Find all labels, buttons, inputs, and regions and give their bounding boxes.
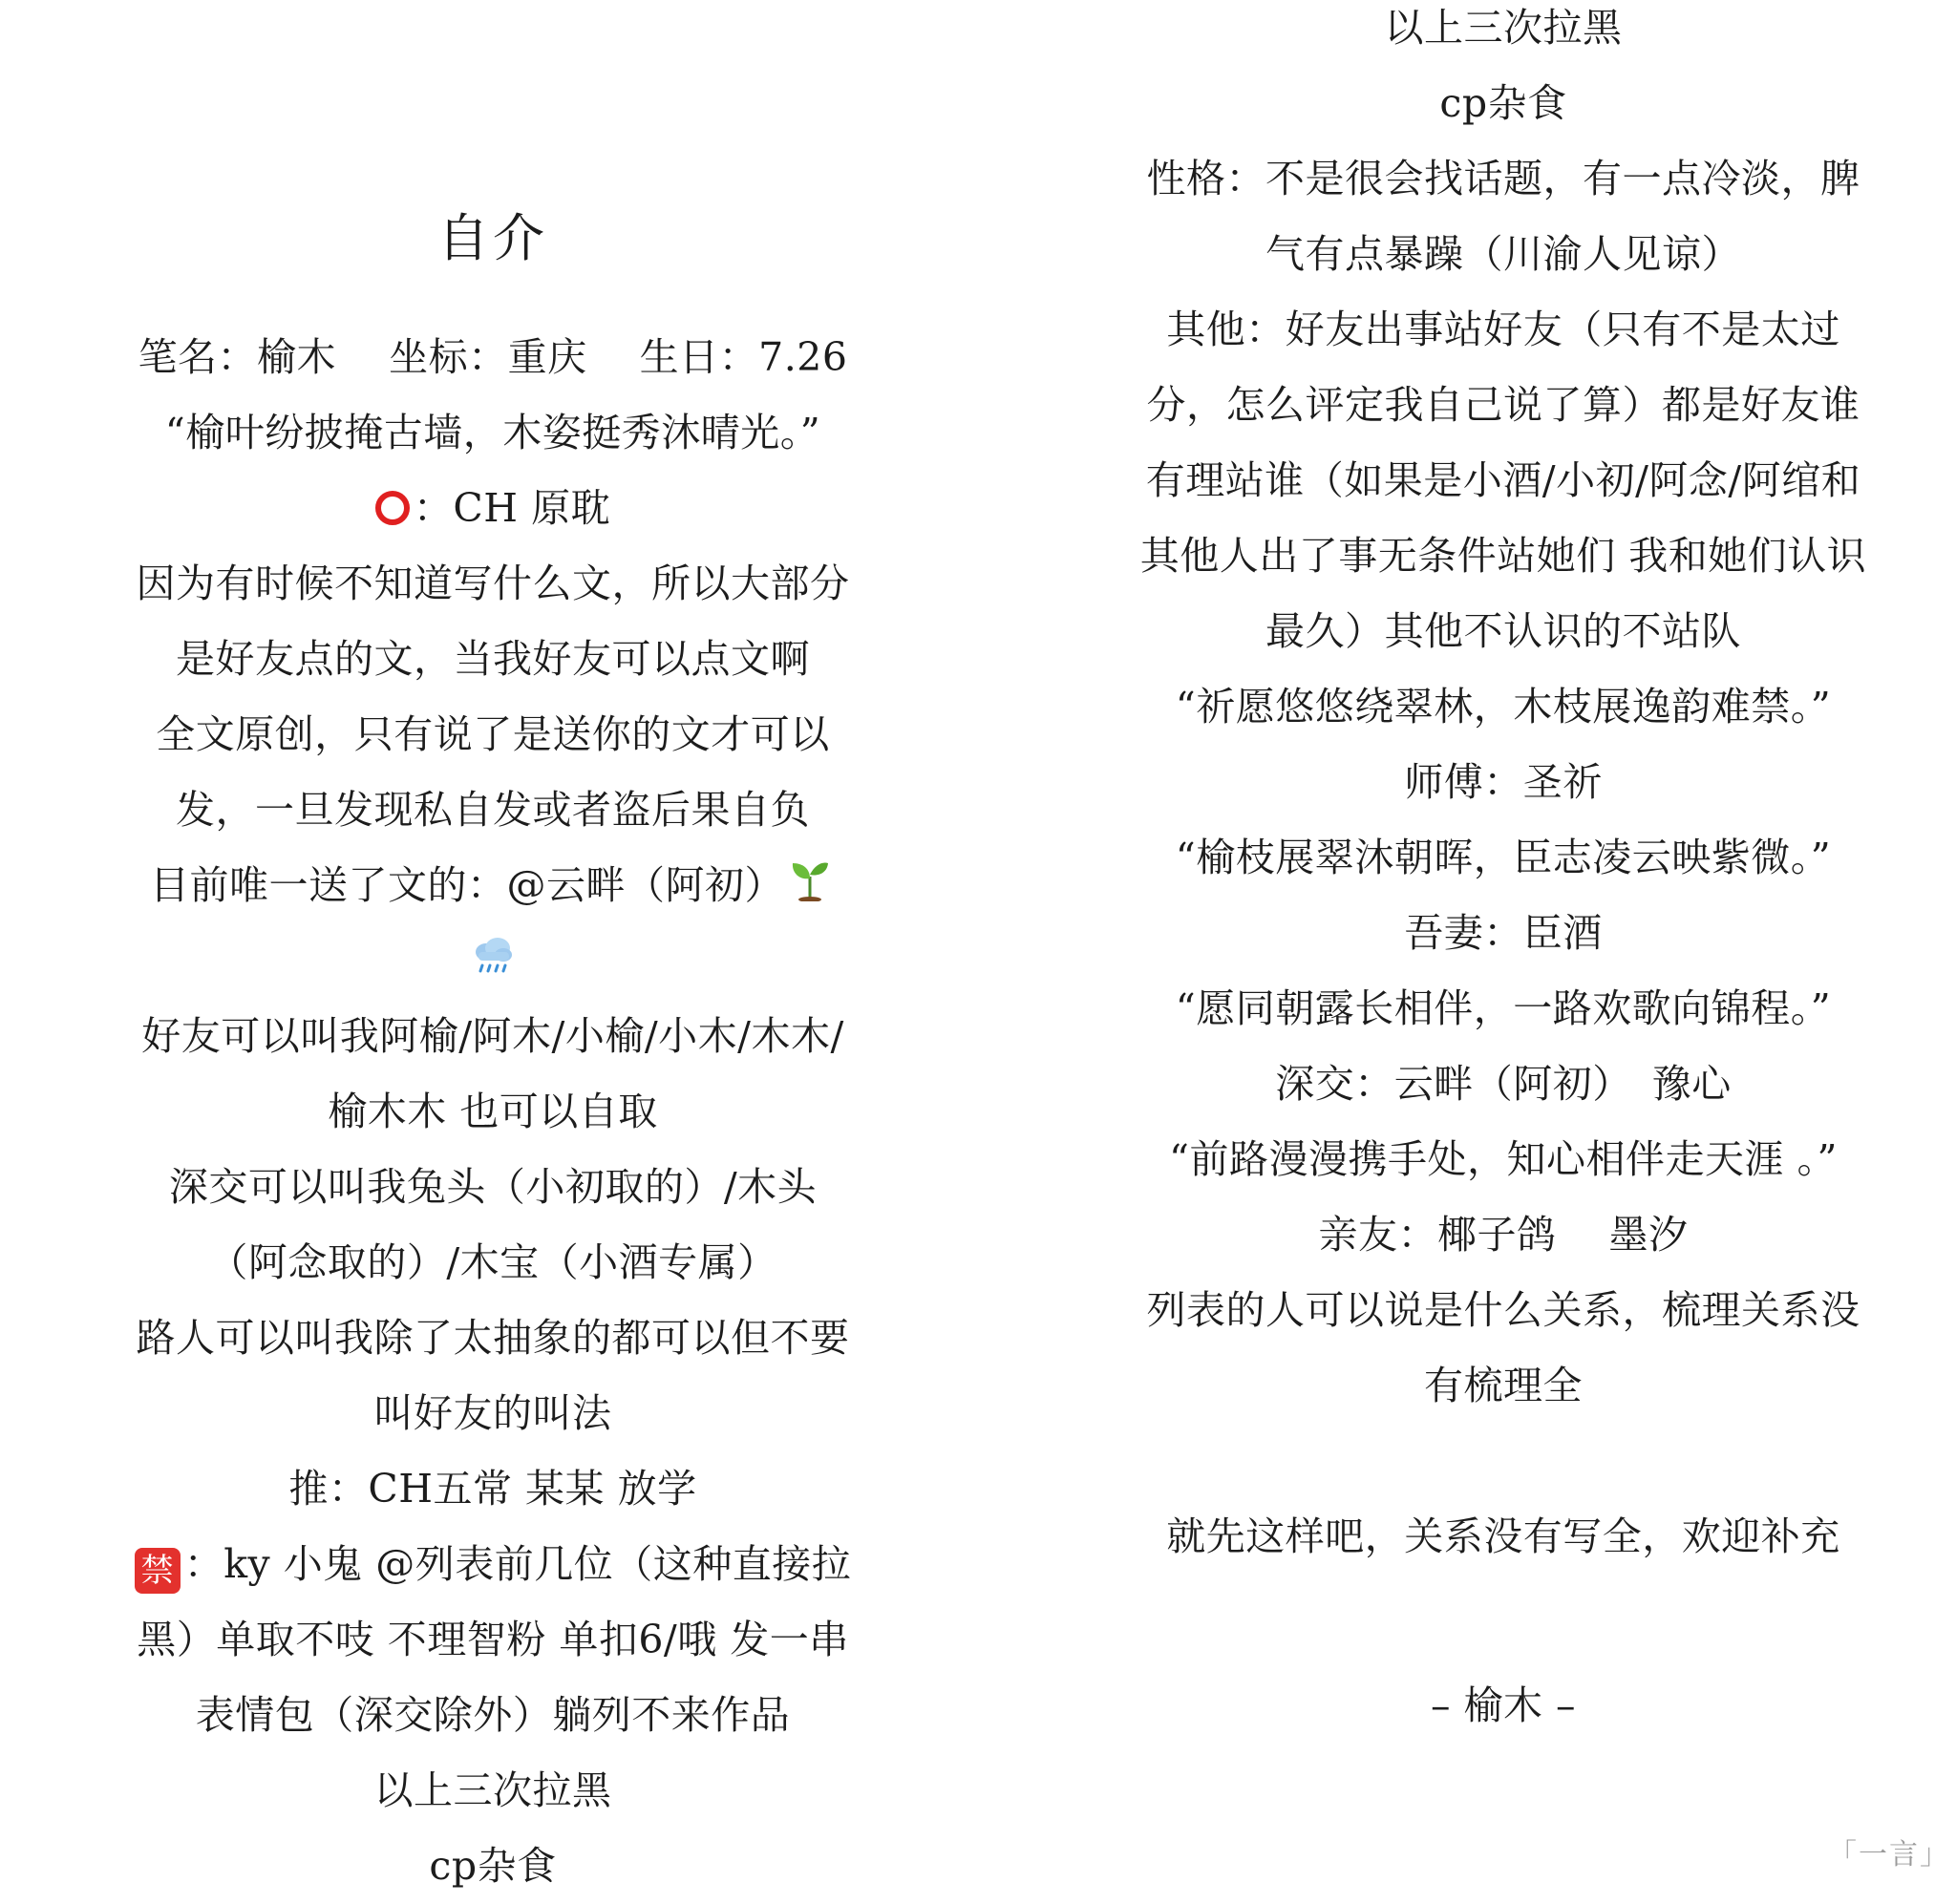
left-page	[63, 0, 923, 1904]
text-line: 是好友点的文，当我好友可以点文啊	[176, 636, 810, 682]
text-line-with-icon	[63, 848, 923, 923]
text-line: 师傅：圣祈	[1404, 759, 1603, 805]
corner-mark: 「一言」	[1828, 1838, 1950, 1872]
text-line: 发，一旦发现私自发或者盗后果自负	[176, 787, 810, 833]
text-line: 叫好友的叫法	[373, 1390, 612, 1436]
text-line: 深交：云畔（阿初） 豫心	[1275, 1061, 1732, 1107]
text-line: （阿念取的）/木宝（小酒专属）	[208, 1239, 777, 1285]
icon-line	[63, 923, 923, 999]
text-line: 推：CH五常 某某 放学	[288, 1466, 697, 1512]
rain-cloud-icon	[471, 926, 515, 1002]
text-line: cp杂食	[1439, 80, 1567, 126]
text-line: “前路漫漫携手处，知心相伴走天涯 。”	[1169, 1136, 1838, 1182]
text-line: 性格：不是很会找话题，有一点冷淡，脾	[1146, 156, 1860, 201]
text-line: 就先这样吧，关系没有写全，欢迎补充	[1166, 1513, 1840, 1559]
text-line: 其他：好友出事站好友（只有不是太过	[1166, 307, 1840, 352]
text-line: 以上三次拉黑	[373, 1767, 612, 1813]
red-circle-icon	[375, 491, 410, 525]
text-line: 表情包（深交除外）躺列不来作品	[195, 1692, 791, 1738]
text-line: ：ky 小鬼 @列表前几位（这种直接拉	[183, 1541, 852, 1587]
signature: – 榆木 –	[1430, 1682, 1577, 1728]
text-line: 笔名：榆木 坐标：重庆 生日：7.26	[138, 334, 848, 380]
text-line: 吾妻：臣酒	[1404, 910, 1603, 956]
seedling-icon	[790, 851, 830, 926]
text-line: “愿同朝露长相伴，一路欢歌向锦程。”	[1175, 985, 1832, 1031]
text-line: “榆枝展翠沐朝晖，臣志凌云映紫微。”	[1175, 835, 1832, 880]
text-line: “祈愿悠悠绕翠林，木枝展逸韵难禁。”	[1175, 684, 1832, 730]
text-line: 路人可以叫我除了太抽象的都可以但不要	[136, 1315, 850, 1361]
text-line: 因为有时候不知道写什么文，所以大部分	[136, 561, 850, 606]
text-line: 其他人出了事无条件站她们 我和她们认识	[1139, 533, 1867, 579]
text-line-with-icon	[63, 471, 923, 546]
text-line: cp杂食	[429, 1843, 557, 1889]
text-line: ：CH 原耽	[413, 485, 611, 531]
text-line: 分，怎么评定我自己说了算）都是好友谁	[1146, 382, 1860, 428]
text-line: “榆叶纷披掩古墙，木姿挺秀沐晴光。”	[164, 410, 821, 455]
text-line: 目前唯一送了文的：@云畔（阿初）	[150, 862, 784, 908]
ban-icon: 禁	[135, 1548, 181, 1594]
text-line: 深交可以叫我兔头（小初取的）/木头	[168, 1164, 818, 1210]
text-line: 有理站谁（如果是小酒/小初/阿念/阿绾和	[1145, 457, 1861, 503]
text-line: 列表的人可以说是什么关系，梳理关系没	[1146, 1287, 1860, 1333]
spacer	[1074, 1575, 1933, 1668]
text-line: 榆木木 也可以自取	[328, 1089, 658, 1134]
text-line: 亲友：椰子鸽 墨汐	[1318, 1212, 1689, 1258]
text-line: 气有点暴躁（川渝人见谅）	[1265, 231, 1741, 277]
text-line: 以上三次拉黑	[1384, 5, 1623, 51]
text-line: 全文原创，只有说了是送你的文才可以	[156, 711, 830, 757]
text-line: 最久）其他不认识的不站队	[1265, 608, 1741, 654]
right-page	[1074, 0, 1933, 1744]
text-line-with-icon	[63, 1527, 923, 1602]
text-line: 有梳理全	[1424, 1363, 1583, 1408]
blank-line	[1074, 1424, 1933, 1499]
text-line: 黑）单取不吱 不理智粉 单扣6/哦 发一串	[137, 1617, 849, 1662]
text-line: 好友可以叫我阿榆/阿木/小榆/小木/木木/	[141, 1013, 844, 1059]
page-title: 自介	[437, 208, 548, 268]
